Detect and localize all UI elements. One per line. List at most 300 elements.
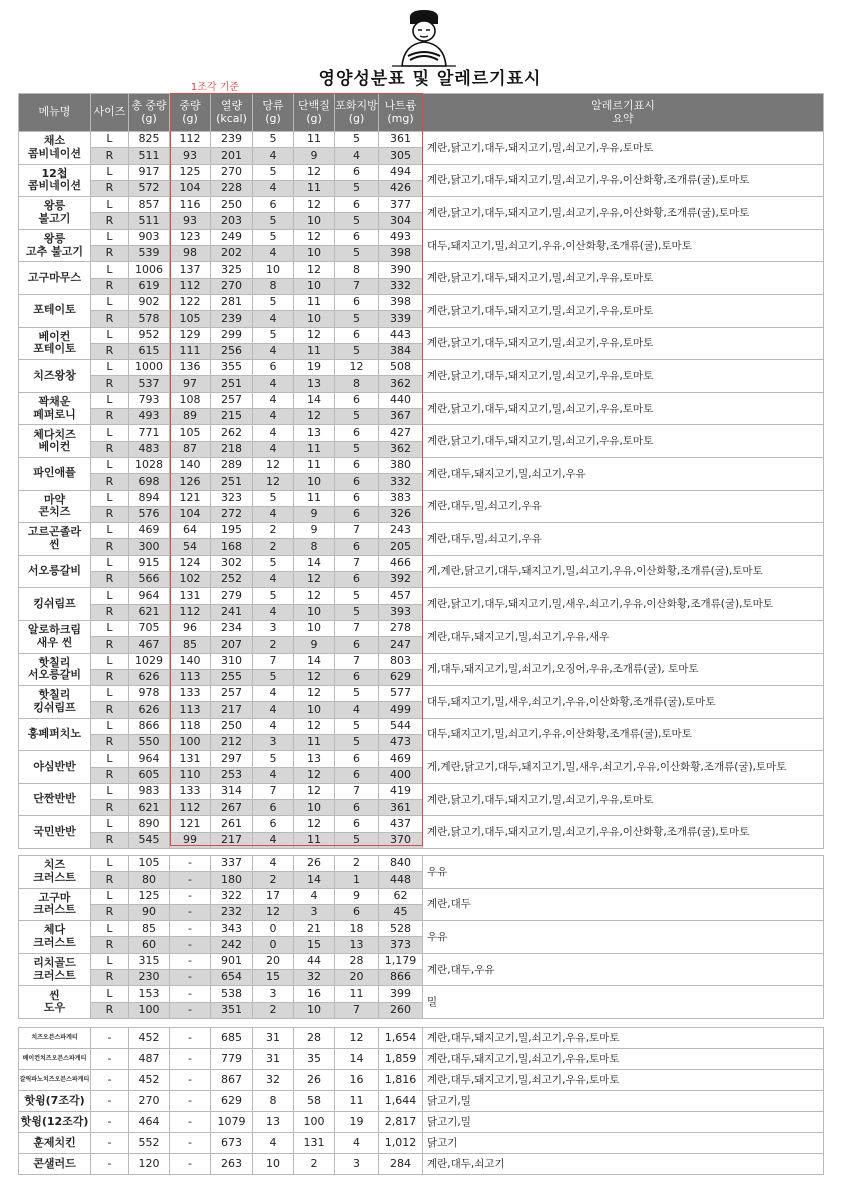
weight-cell: 111 [170,343,211,359]
chef-mascot-icon [388,6,460,68]
kcal-cell: 297 [211,751,253,767]
table-row [19,555,824,571]
size-cell: - [91,1112,129,1133]
protein-cell: 12 [294,767,335,783]
protein-cell: 14 [294,872,335,888]
total-weight-cell: 90 [129,904,170,920]
kcal-cell: 279 [211,588,253,604]
protein-cell: 10 [294,1002,335,1018]
sodium-cell: 380 [379,457,423,473]
sugar-cell: 4 [253,148,294,164]
size-cell: R [91,506,129,522]
sodium-cell: 390 [379,262,423,278]
protein-cell: 12 [294,262,335,278]
size-cell: - [91,1091,129,1112]
saturated-fat-cell: 6 [335,164,379,180]
side-menu-nutrition-table [18,1027,824,1175]
sugar-cell: 6 [253,360,294,376]
weight-cell: 124 [170,555,211,571]
kcal-cell: 251 [211,376,253,392]
total-weight-cell: 511 [129,148,170,164]
sodium-cell: 326 [379,506,423,522]
menu-name-cell: 체다 크러스트 [19,921,91,954]
size-cell: L [91,523,129,539]
total-weight-cell: 890 [129,816,170,832]
sugar-cell: 0 [253,937,294,953]
table-row [19,1154,824,1175]
sugar-cell: 4 [253,604,294,620]
weight-cell: 112 [170,132,211,148]
sugar-cell: 4 [253,392,294,408]
sodium-cell: 392 [379,572,423,588]
menu-name-cell: 포테이토 [19,294,91,327]
kcal-cell: 250 [211,197,253,213]
sugar-cell: 4 [253,702,294,718]
sodium-cell: 469 [379,751,423,767]
sugar-cell: 10 [253,262,294,278]
kcal-cell: 654 [211,970,253,986]
sodium-cell: 508 [379,360,423,376]
col-sodium: 나트륨 (mg) [379,94,423,132]
protein-cell: 12 [294,229,335,245]
allergy-cell: 계란,닭고기,대두,돼지고기,밀,쇠고기,우유,토마토 [423,327,824,360]
table-row [19,653,824,669]
protein-cell: 12 [294,816,335,832]
kcal-cell: 239 [211,311,253,327]
size-cell: L [91,197,129,213]
kcal-cell: 314 [211,783,253,799]
sugar-cell: 3 [253,734,294,750]
sugar-cell: 5 [253,751,294,767]
sodium-cell: 1,012 [379,1133,423,1154]
protein-cell: 11 [294,441,335,457]
protein-cell: 13 [294,376,335,392]
sodium-cell: 362 [379,376,423,392]
protein-cell: 11 [294,294,335,310]
saturated-fat-cell: 5 [335,132,379,148]
protein-cell: 10 [294,474,335,490]
table-row [19,1112,824,1133]
menu-name-cell: 핫윙(12조각) [19,1112,91,1133]
sugar-cell: 0 [253,921,294,937]
table-row [19,783,824,799]
menu-name-cell: 킹쉬림프 [19,588,91,621]
saturated-fat-cell: 19 [335,1112,379,1133]
sodium-cell: 398 [379,246,423,262]
weight-cell: 131 [170,588,211,604]
sugar-cell: 12 [253,457,294,473]
sodium-cell: 284 [379,1154,423,1175]
saturated-fat-cell: 8 [335,262,379,278]
sodium-cell: 393 [379,604,423,620]
sodium-cell: 362 [379,441,423,457]
saturated-fat-cell: 12 [335,1028,379,1049]
allergy-cell: 계란,닭고기,대두,돼지고기,밀,쇠고기,우유,토마토 [423,783,824,816]
saturated-fat-cell: 6 [335,751,379,767]
kcal-cell: 272 [211,506,253,522]
menu-name-cell: 왕릉 고추 불고기 [19,229,91,262]
total-weight-cell: 621 [129,604,170,620]
total-weight-cell: 903 [129,229,170,245]
sugar-cell: 5 [253,229,294,245]
table-row [19,816,824,832]
sugar-cell: 6 [253,816,294,832]
total-weight-cell: 917 [129,164,170,180]
sugar-cell: 4 [253,506,294,522]
allergy-cell: 계란,닭고기,대두,돼지고기,밀,쇠고기,우유,이산화황,조개류(굴),토마토 [423,816,824,849]
sodium-cell: 528 [379,921,423,937]
col-saturated-fat: 포화지방 (g) [335,94,379,132]
kcal-cell: 343 [211,921,253,937]
protein-cell: 9 [294,506,335,522]
protein-cell: 9 [294,148,335,164]
sugar-cell: 32 [253,1070,294,1091]
kcal-cell: 270 [211,164,253,180]
saturated-fat-cell: 6 [335,800,379,816]
sugar-cell: 5 [253,294,294,310]
size-cell: R [91,474,129,490]
weight-cell: 100 [170,734,211,750]
sugar-cell: 31 [253,1049,294,1070]
total-weight-cell: 100 [129,1002,170,1018]
sodium-cell: 205 [379,539,423,555]
size-cell: L [91,229,129,245]
menu-name-cell: 12첩 콤비네이션 [19,164,91,197]
weight-cell: - [170,1091,211,1112]
weight-cell: - [170,1154,211,1175]
size-cell: L [91,457,129,473]
sugar-cell: 4 [253,686,294,702]
sodium-cell: 384 [379,343,423,359]
size-cell: L [91,751,129,767]
table-row [19,856,824,872]
weight-cell: - [170,953,211,969]
weight-cell: 112 [170,278,211,294]
menu-name-cell: 씬 도우 [19,986,91,1019]
weight-cell: - [170,1002,211,1018]
protein-cell: 11 [294,132,335,148]
protein-cell: 12 [294,197,335,213]
table-row [19,751,824,767]
total-weight-cell: 964 [129,588,170,604]
sugar-cell: 17 [253,888,294,904]
sugar-cell: 5 [253,132,294,148]
saturated-fat-cell: 5 [335,409,379,425]
sugar-cell: 4 [253,441,294,457]
weight-cell: 105 [170,425,211,441]
sugar-cell: 4 [253,246,294,262]
total-weight-cell: 493 [129,409,170,425]
sodium-cell: 2,817 [379,1112,423,1133]
protein-cell: 9 [294,523,335,539]
kcal-cell: 242 [211,937,253,953]
allergy-cell: 계란,닭고기,대두,돼지고기,밀,쇠고기,우유,이산화황,조개류(굴),토마토 [423,164,824,197]
weight-cell: - [170,1133,211,1154]
weight-cell: 133 [170,783,211,799]
size-cell: L [91,294,129,310]
kcal-cell: 203 [211,213,253,229]
weight-cell: 105 [170,311,211,327]
kcal-cell: 252 [211,572,253,588]
menu-name-cell: 훈제치킨 [19,1133,91,1154]
allergy-cell: 밀 [423,986,824,1019]
saturated-fat-cell: 5 [335,311,379,327]
saturated-fat-cell: 6 [335,327,379,343]
protein-cell: 11 [294,734,335,750]
weight-cell: 118 [170,718,211,734]
sugar-cell: 3 [253,620,294,636]
size-cell: L [91,816,129,832]
kcal-cell: 250 [211,718,253,734]
table-row [19,490,824,506]
kcal-cell: 228 [211,180,253,196]
saturated-fat-cell: 7 [335,653,379,669]
protein-cell: 58 [294,1091,335,1112]
total-weight-cell: 270 [129,1091,170,1112]
allergy-cell: 계란,닭고기,대두,돼지고기,밀,새우,쇠고기,우유,이산화황,조개류(굴),토마토 [423,588,824,621]
menu-name-cell: 마약 콘치즈 [19,490,91,523]
sugar-cell: 7 [253,653,294,669]
weight-cell: 87 [170,441,211,457]
saturated-fat-cell: 6 [335,767,379,783]
menu-name-cell: 국민반반 [19,816,91,849]
kcal-cell: 202 [211,246,253,262]
menu-name-cell: 꽉채운 페퍼로니 [19,392,91,425]
weight-cell: 113 [170,702,211,718]
saturated-fat-cell: 5 [335,604,379,620]
col-kcal: 열량 (kcal) [211,94,253,132]
size-cell: R [91,970,129,986]
sugar-cell: 8 [253,1091,294,1112]
sodium-cell: 332 [379,474,423,490]
sodium-cell: 367 [379,409,423,425]
menu-name-cell: 단짠반반 [19,783,91,816]
table-row [19,953,824,969]
saturated-fat-cell: 6 [335,816,379,832]
protein-cell: 28 [294,1028,335,1049]
size-cell: L [91,555,129,571]
allergy-cell: 대두,돼지고기,밀,새우,쇠고기,우유,이산화황,조개류(굴),토마토 [423,686,824,719]
size-cell: L [91,783,129,799]
allergy-cell: 계란,닭고기,대두,돼지고기,밀,쇠고기,우유,토마토 [423,360,824,393]
kcal-cell: 325 [211,262,253,278]
saturated-fat-cell: 11 [335,1091,379,1112]
col-allergy: 알레르기표시 요약 [423,94,824,132]
menu-name-cell: 핫칠리 킹쉬림프 [19,686,91,719]
sugar-cell: 4 [253,409,294,425]
saturated-fat-cell: 28 [335,953,379,969]
total-weight-cell: 230 [129,970,170,986]
allergy-cell: 계란,대두,돼지고기,밀,쇠고기,우유,새우 [423,620,824,653]
sodium-cell: 1,859 [379,1049,423,1070]
allergy-cell: 계란,대두 [423,888,824,921]
weight-cell: 136 [170,360,211,376]
sodium-cell: 473 [379,734,423,750]
protein-cell: 15 [294,937,335,953]
saturated-fat-cell: 5 [335,686,379,702]
weight-cell: 64 [170,523,211,539]
sodium-cell: 426 [379,180,423,196]
sodium-cell: 427 [379,425,423,441]
sodium-cell: 377 [379,197,423,213]
protein-cell: 12 [294,588,335,604]
menu-name-cell: 고구마무스 [19,262,91,295]
saturated-fat-cell: 5 [335,343,379,359]
col-sugar: 당류 (g) [253,94,294,132]
protein-cell: 32 [294,970,335,986]
weight-cell: 104 [170,180,211,196]
weight-cell: - [170,921,211,937]
col-menu: 메뉴명 [19,94,91,132]
allergy-cell: 계란,대두,돼지고기,밀,쇠고기,우유,토마토 [423,1049,824,1070]
menu-name-cell: 알로하크림 새우 씬 [19,620,91,653]
saturated-fat-cell: 6 [335,229,379,245]
page-title: 영양성분표 및 알레르기표시 [318,69,542,89]
weight-cell: 126 [170,474,211,490]
sugar-cell: 12 [253,474,294,490]
allergy-cell: 계란,대두,돼지고기,밀,쇠고기,우유,토마토 [423,1028,824,1049]
protein-cell: 12 [294,669,335,685]
protein-cell: 10 [294,311,335,327]
protein-cell: 12 [294,783,335,799]
sugar-cell: 4 [253,376,294,392]
saturated-fat-cell: 16 [335,1070,379,1091]
kcal-cell: 322 [211,888,253,904]
sodium-cell: 332 [379,278,423,294]
kcal-cell: 867 [211,1070,253,1091]
size-cell: R [91,872,129,888]
table-row [19,1091,824,1112]
sugar-cell: 2 [253,539,294,555]
menu-name-cell: 서오릉갈비 [19,555,91,588]
kcal-cell: 263 [211,1154,253,1175]
sodium-cell: 305 [379,148,423,164]
total-weight-cell: 866 [129,718,170,734]
kcal-cell: 1079 [211,1112,253,1133]
sodium-cell: 339 [379,311,423,327]
size-cell: R [91,409,129,425]
allergy-cell: 대두,돼지고기,밀,쇠고기,우유,이산화황,조개류(굴),토마토 [423,229,824,262]
weight-cell: - [170,872,211,888]
total-weight-cell: 825 [129,132,170,148]
weight-cell: 108 [170,392,211,408]
sugar-cell: 7 [253,783,294,799]
allergy-cell: 우유 [423,856,824,889]
total-weight-cell: 983 [129,783,170,799]
menu-name-cell: 치즈오븐스파게티 [19,1028,91,1049]
protein-cell: 44 [294,953,335,969]
allergy-cell: 계란,닭고기,대두,돼지고기,밀,쇠고기,우유,토마토 [423,294,824,327]
protein-cell: 10 [294,620,335,636]
total-weight-cell: 60 [129,937,170,953]
protein-cell: 11 [294,490,335,506]
kcal-cell: 234 [211,620,253,636]
protein-cell: 10 [294,702,335,718]
protein-cell: 10 [294,278,335,294]
saturated-fat-cell: 6 [335,490,379,506]
sugar-cell: 8 [253,278,294,294]
sodium-cell: 840 [379,856,423,872]
kcal-cell: 299 [211,327,253,343]
allergy-cell: 계란,대두,밀,쇠고기,우유 [423,523,824,556]
weight-cell: 113 [170,669,211,685]
protein-cell: 26 [294,856,335,872]
saturated-fat-cell: 7 [335,620,379,636]
table-row [19,888,824,904]
kcal-cell: 253 [211,767,253,783]
kcal-cell: 217 [211,702,253,718]
protein-cell: 14 [294,392,335,408]
weight-cell: 121 [170,490,211,506]
size-cell: R [91,213,129,229]
saturated-fat-cell: 6 [335,197,379,213]
col-protein: 단백질 (g) [294,94,335,132]
size-cell: L [91,360,129,376]
sodium-cell: 62 [379,888,423,904]
table-row [19,1049,824,1070]
sugar-cell: 4 [253,180,294,196]
weight-cell: - [170,856,211,872]
table-header-row [19,94,824,132]
total-weight-cell: 978 [129,686,170,702]
sugar-cell: 4 [253,311,294,327]
size-cell: R [91,246,129,262]
saturated-fat-cell: 6 [335,392,379,408]
protein-cell: 131 [294,1133,335,1154]
table-row [19,197,824,213]
total-weight-cell: 552 [129,1133,170,1154]
weight-cell: 116 [170,197,211,213]
saturated-fat-cell: 20 [335,970,379,986]
saturated-fat-cell: 6 [335,425,379,441]
sodium-cell: 493 [379,229,423,245]
crust-nutrition-table [18,855,824,1019]
sodium-cell: 45 [379,904,423,920]
sugar-cell: 15 [253,970,294,986]
total-weight-cell: 125 [129,888,170,904]
kcal-cell: 255 [211,669,253,685]
weight-cell: - [170,937,211,953]
sugar-cell: 4 [253,1133,294,1154]
total-weight-cell: 153 [129,986,170,1002]
weight-cell: 54 [170,539,211,555]
total-weight-cell: 605 [129,767,170,783]
total-weight-cell: 483 [129,441,170,457]
protein-cell: 100 [294,1112,335,1133]
table-row [19,588,824,604]
saturated-fat-cell: 7 [335,783,379,799]
weight-cell: 129 [170,327,211,343]
saturated-fat-cell: 6 [335,457,379,473]
sodium-cell: 400 [379,767,423,783]
saturated-fat-cell: 7 [335,523,379,539]
size-cell: R [91,376,129,392]
allergy-cell: 계란,대두,쇠고기 [423,1154,824,1175]
slice-basis-note: 1조각 기준 [190,82,240,93]
weight-cell: 110 [170,767,211,783]
sugar-cell: 4 [253,572,294,588]
weight-cell: 93 [170,148,211,164]
sugar-cell: 4 [253,767,294,783]
sodium-cell: 399 [379,986,423,1002]
size-cell: L [91,718,129,734]
total-weight-cell: 85 [129,921,170,937]
protein-cell: 12 [294,327,335,343]
weight-cell: - [170,970,211,986]
saturated-fat-cell: 5 [335,588,379,604]
kcal-cell: 241 [211,604,253,620]
protein-cell: 4 [294,888,335,904]
